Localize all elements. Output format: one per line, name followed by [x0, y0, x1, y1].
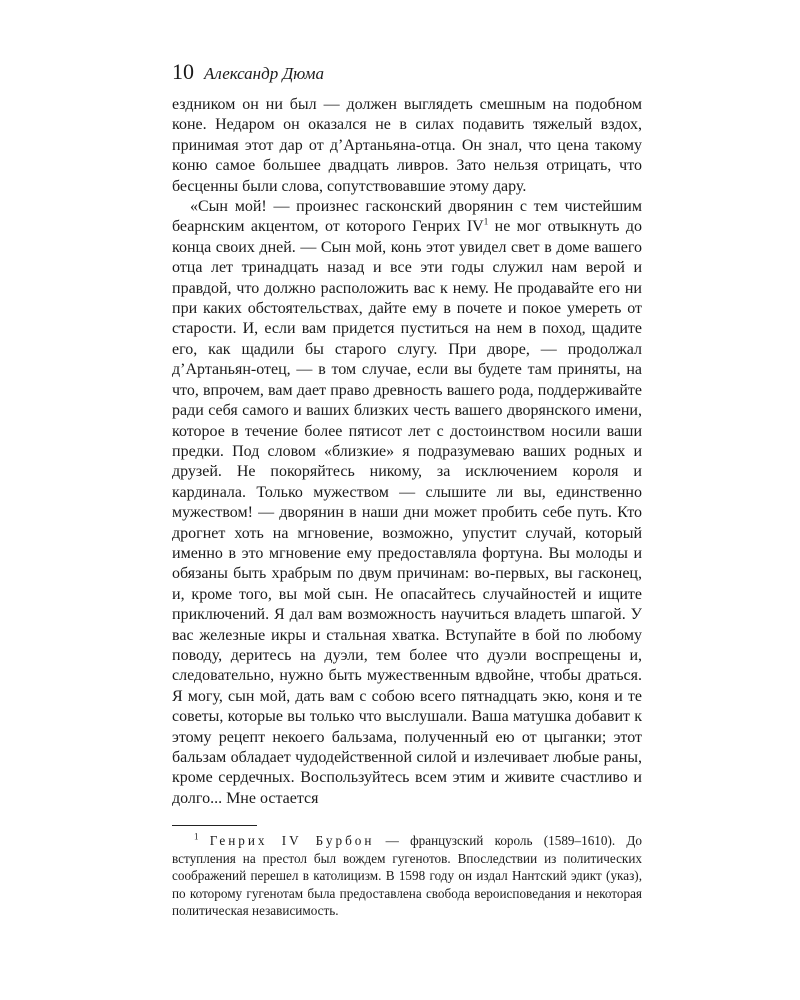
paragraph-2-rest: не мог отвыкнуть до конца своих дней. — Сын мой, конь этот увидел свет в доме вашего отца лет тринадцать назад и все эти годы служил нам верой и правдой, что должно расположить вас к нему. Не продавайте его ни при каких обстоятельствах, дайте ему в почете и покое умереть от старости. И, если вам придется пуститься на нем в поход, щадите его, как щадили бы старого слугу. При дворе, — продолжал д’Артаньян-отец, — в том случае, если вы будете там приняты, на что, впрочем, вам дает право древность вашего рода, поддерживайте ради себя самого и ваших близких честь вашего дворянского имени, которое в течение более пятисот лет с достоинством носили ваши предки. Под словом «близкие» я подразумеваю ваших родных и друзей. Не покоряйтесь никому, за исключением короля и кардинала. Только мужеством — слышите ли вы, единственно мужеством! — дворянин в наши дни может пробить себе путь. Кто дрогнет хоть на мгновение, возможно, упустит случай, который именно в это мгновение ему предоставляла фортуна. Вы молоды и обязаны быть храбрым по двум причинам: во-первых, вы гасконец, и, кроме того, вы мой сын. Не опасайтесь случайностей и ищите приключений. Я дал вам возможность научиться владеть шпагой. У вас железные икры и стальная хватка. Вступайте в бой по любому поводу, деритесь на дуэли, тем более что дуэли воспрещены и, следовательно, нужно быть мужественным вдвойне, чтобы драться. Я могу, сын мой, дать вам с собою всего пятнадцать экю, коня и те советы, которые вы только что выслушали. Ваша матушка добавит к этому рецепт некоего бальзама, полученный ею от цыганки; этот бальзам обладает чудодейственной силой и излечивает любые раны, кроме сердечных. Воспользуйтесь всем этим и живите счастливо и долго... Мне остается [172, 218, 642, 807]
paragraph-2 [172, 197, 642, 809]
footnote [172, 832, 642, 920]
footnote-reference[interactable]: 1 [483, 217, 489, 228]
footnote-marker: 1 [194, 831, 199, 842]
book-page [172, 55, 642, 920]
paragraph-1: ездником он ни был — должен выглядеть смешным на подобном коне. Недаром он оказался не в силах подавить тяжелый вздох, принимая этот дар от д’Артаньяна-отца. Он знал, что цена такому коню самое большее двадцать ливров. Зато нельзя отрицать, что бесценны были слова, сопутствовавшие этому дару. [172, 96, 642, 195]
page-number: 10 [172, 59, 194, 84]
running-title: Александр Дюма [204, 64, 324, 83]
body-text [172, 95, 642, 809]
running-head [172, 55, 642, 95]
footnote-term: Генрих IV Бурбон [209, 833, 375, 849]
footnote-divider [172, 825, 257, 826]
paragraph-2-start: «Сын мой! — произнес гасконский дворянин с тем чистейшим беарнским акцентом, от которого Генрих IV [172, 198, 642, 236]
footnote-text: — французский король (1589–1610). До вступления на престол был вождем гугенотов. Впоследствии из политических соображений перешел в католицизм. В 1598 году он издал Нантский эдикт (указ), по которому гугенотам была предоставлена свобода вероисповедания и некоторая политическая независимость. [172, 833, 642, 919]
